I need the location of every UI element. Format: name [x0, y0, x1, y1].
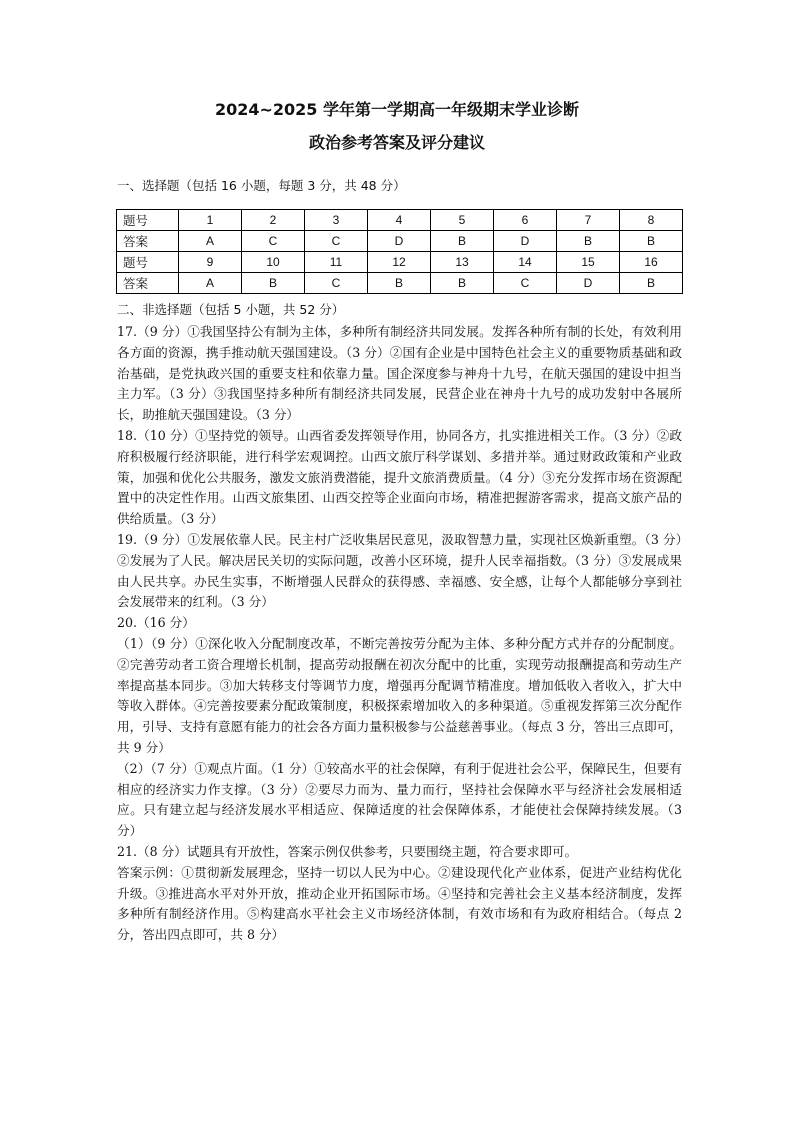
- table-row-answers-1: [117, 231, 683, 252]
- answer-21-note: 21.（8 分）试题具有开放性，答案示例仅供参考，只要围绕主题，符合要求即可。: [117, 843, 578, 859]
- answer-cell: B: [431, 231, 494, 252]
- answer-20-part-1: （1）（9 分）①深化收入分配制度改革，不断完善按劳分配为主体、多种分配方式并存的分配制度。②完善劳动者工资合理增长机制，提高劳动报酬在初次分配中的比重，实现劳动报酬提高和劳动生产率提高基本同步。③加大转移支付等调节力度，增强再分配调节精准度。增加低收入者收入，扩大中等收入群体。④完善按要素分配政策制度，积极探索增加收入的多种渠道。⑤重视发挥第三次分配作用，引导、支持有意愿有能力的社会各方面力量积极参与公益慈善事业。（每点 3 分，答出三点即可，共 9 分）: [117, 635, 682, 755]
- question-number-cell: 3: [305, 210, 368, 231]
- question-number-cell: 2: [242, 210, 305, 231]
- question-number-cell: 6: [494, 210, 557, 231]
- row-label-answer: 答案: [117, 273, 179, 294]
- row-label-question: 题号: [117, 252, 179, 273]
- answer-cell: D: [557, 273, 620, 294]
- question-number-cell: 13: [431, 252, 494, 273]
- document-title: 2024~2025 学年第一学期高一年级期末学业诊断: [214, 100, 580, 119]
- question-number-cell: 8: [620, 210, 683, 231]
- answer-cell: B: [557, 231, 620, 252]
- answer-cell: B: [620, 273, 683, 294]
- answer-20-heading: 20.（16 分）: [117, 615, 195, 631]
- answer-cell: A: [179, 273, 242, 294]
- answer-cell: C: [305, 231, 368, 252]
- answer-cell: D: [494, 231, 557, 252]
- section-heading-multiple-choice: 一、选择题（包括 16 小题，每题 3 分，共 48 分）: [117, 178, 406, 193]
- answer-cell: C: [242, 231, 305, 252]
- question-number-cell: 15: [557, 252, 620, 273]
- answer-cell: B: [242, 273, 305, 294]
- table-row-questions-1: [117, 210, 683, 231]
- answer-cell: C: [305, 273, 368, 294]
- row-label-answer: 答案: [117, 231, 179, 252]
- answer-table: [116, 209, 683, 294]
- answer-cell: A: [179, 231, 242, 252]
- question-number-cell: 5: [431, 210, 494, 231]
- table-row-questions-2: [117, 252, 683, 273]
- question-number-cell: 11: [305, 252, 368, 273]
- question-number-cell: 4: [368, 210, 431, 231]
- answer-cell: B: [620, 231, 683, 252]
- answer-paragraphs: [117, 322, 682, 946]
- table-row-answers-2: [117, 273, 683, 294]
- answer-18: 18.（10 分）①坚持党的领导。山西省委发挥领导作用，协同各方，扎实推进相关工作。（3 分）②政府积极履行经济职能，进行科学宏观调控。山西文旅厅科学谋划、多措并举。通过财政政策和产业政策，加强和优化公共服务，激发文旅消费潜能，提升文旅消费质量。（4 分）③充分发挥市场在资源配置中的决定性作用。山西文旅集团、山西交控等企业面向市场，精准把握游客需求，提高文旅产品的供给质量。（3 分）: [117, 427, 682, 527]
- answer-21-example: 答案示例：①贯彻新发展理念，坚持一切以人民为中心。②建设现代化产业体系，促进产业结构优化升级。③推进高水平对外开放，推动企业开拓国际市场。④坚持和完善社会主义基本经济制度，发挥多种所有制经济作用。⑤构建高水平社会主义市场经济体制，有效市场和有为政府相结合。（每点 2 分，答出四点即可，共 8 分）: [117, 864, 682, 943]
- question-number-cell: 16: [620, 252, 683, 273]
- question-number-cell: 12: [368, 252, 431, 273]
- answer-20-part-2: （2）（7 分）①观点片面。（1 分）①较高水平的社会保障，有利于促进社会公平，保障民生，但要有相应的经济实力作支撑。（3 分）②要尽力而为、量力而行，坚持社会保障水平与经济社会发展相适应。只有建立起与经济发展水平相适应、保障适度的社会保障体系，才能使社会保障持续发展。（3 分）: [117, 760, 682, 839]
- question-number-cell: 7: [557, 210, 620, 231]
- answer-cell: C: [494, 273, 557, 294]
- answer-19: 19.（9 分）①发展依靠人民。民主村广泛收集居民意见，汲取智慧力量，实现社区焕新重塑。（3 分）②发展为了人民。解决居民关切的实际问题，改善小区环境，提升人民幸福指数。（3 分）③发展成果由人民共享。办民生实事，不断增强人民群众的获得感、幸福感、安全感，让每个人都能够分享到社会发展带来的红利。（3 分）: [117, 531, 682, 610]
- question-number-cell: 1: [179, 210, 242, 231]
- document-subtitle: 政治参考答案及评分建议: [308, 133, 485, 152]
- answer-cell: D: [368, 231, 431, 252]
- question-number-cell: 14: [494, 252, 557, 273]
- question-number-cell: 10: [242, 252, 305, 273]
- answer-cell: B: [431, 273, 494, 294]
- answer-cell: B: [368, 273, 431, 294]
- row-label-question: 题号: [117, 210, 179, 231]
- answer-17: 17.（9 分）①我国坚持公有制为主体，多种所有制经济共同发展。发挥各种所有制的长处，有效利用各方面的资源，携手推动航天强国建设。（3 分）②国有企业是中国特色社会主义的重要物质基础和政治基础，是党执政兴国的重要支柱和依靠力量。国企深度参与神舟十九号，在航天强国的建设中担当主力军。（3 分）③我国坚持多种所有制经济共同发展，民营企业在神舟十九号的成功发射中各展所长，助推航天强国建设。（3 分）: [117, 324, 682, 423]
- question-number-cell: 9: [179, 252, 242, 273]
- section-heading-non-choice: 二、非选择题（包括 5 小题，共 52 分）: [117, 302, 345, 317]
